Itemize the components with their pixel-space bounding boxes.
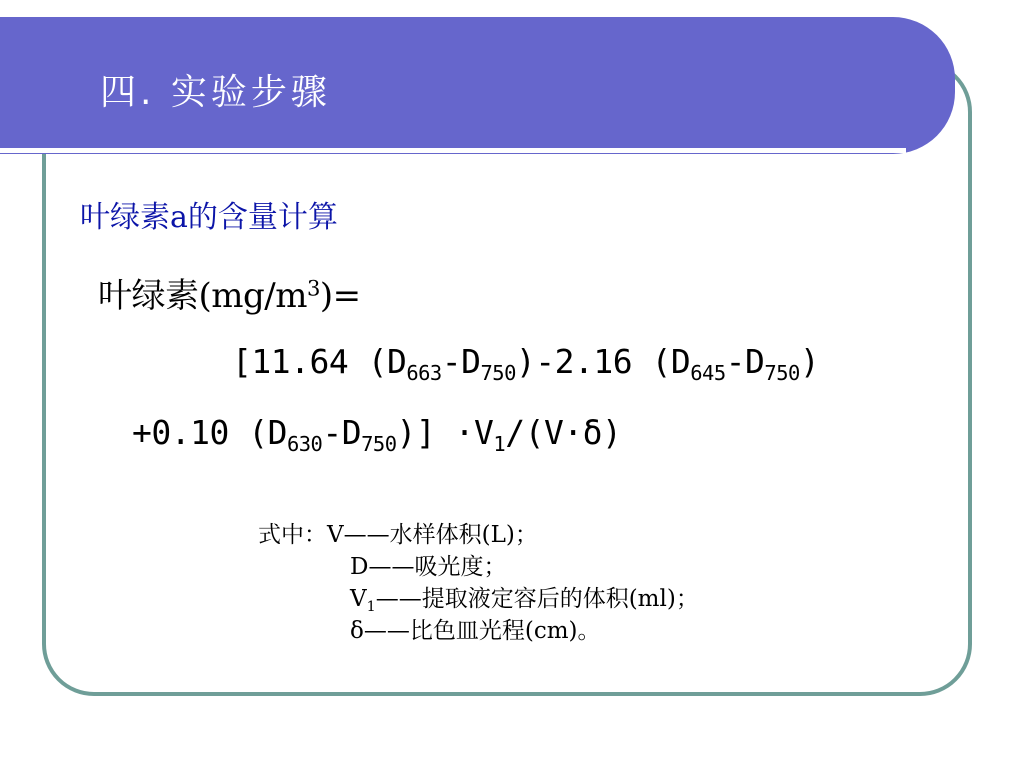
note-volume: 式中：V——水样体积(L)； — [258, 522, 538, 548]
formula-line-2: [11.64 $(D_{663}-D_{750})-2.16$ $(D_{645}-D_{750})$ — [232, 342, 820, 386]
note-extract-volume: $V_1——$提取液定容后的体积(ml)； — [350, 586, 699, 615]
slide-title: 四. 实验步骤 — [100, 72, 331, 113]
variable-notes — [258, 519, 699, 647]
note-path-length: δ——比色皿光程(cm)。 — [350, 618, 601, 644]
title-divider — [0, 148, 906, 153]
note-absorbance: D——吸光度； — [350, 554, 507, 580]
section-subtitle: 叶绿素a的含量计算 — [80, 200, 338, 235]
formula-line-3: +0.10 $(D_{630}-D_{750})] \cdot V_1/(V\cdot\delta)$ — [132, 413, 622, 457]
formula-lhs: 叶绿素$(mg/m^3)=$ — [98, 275, 361, 316]
